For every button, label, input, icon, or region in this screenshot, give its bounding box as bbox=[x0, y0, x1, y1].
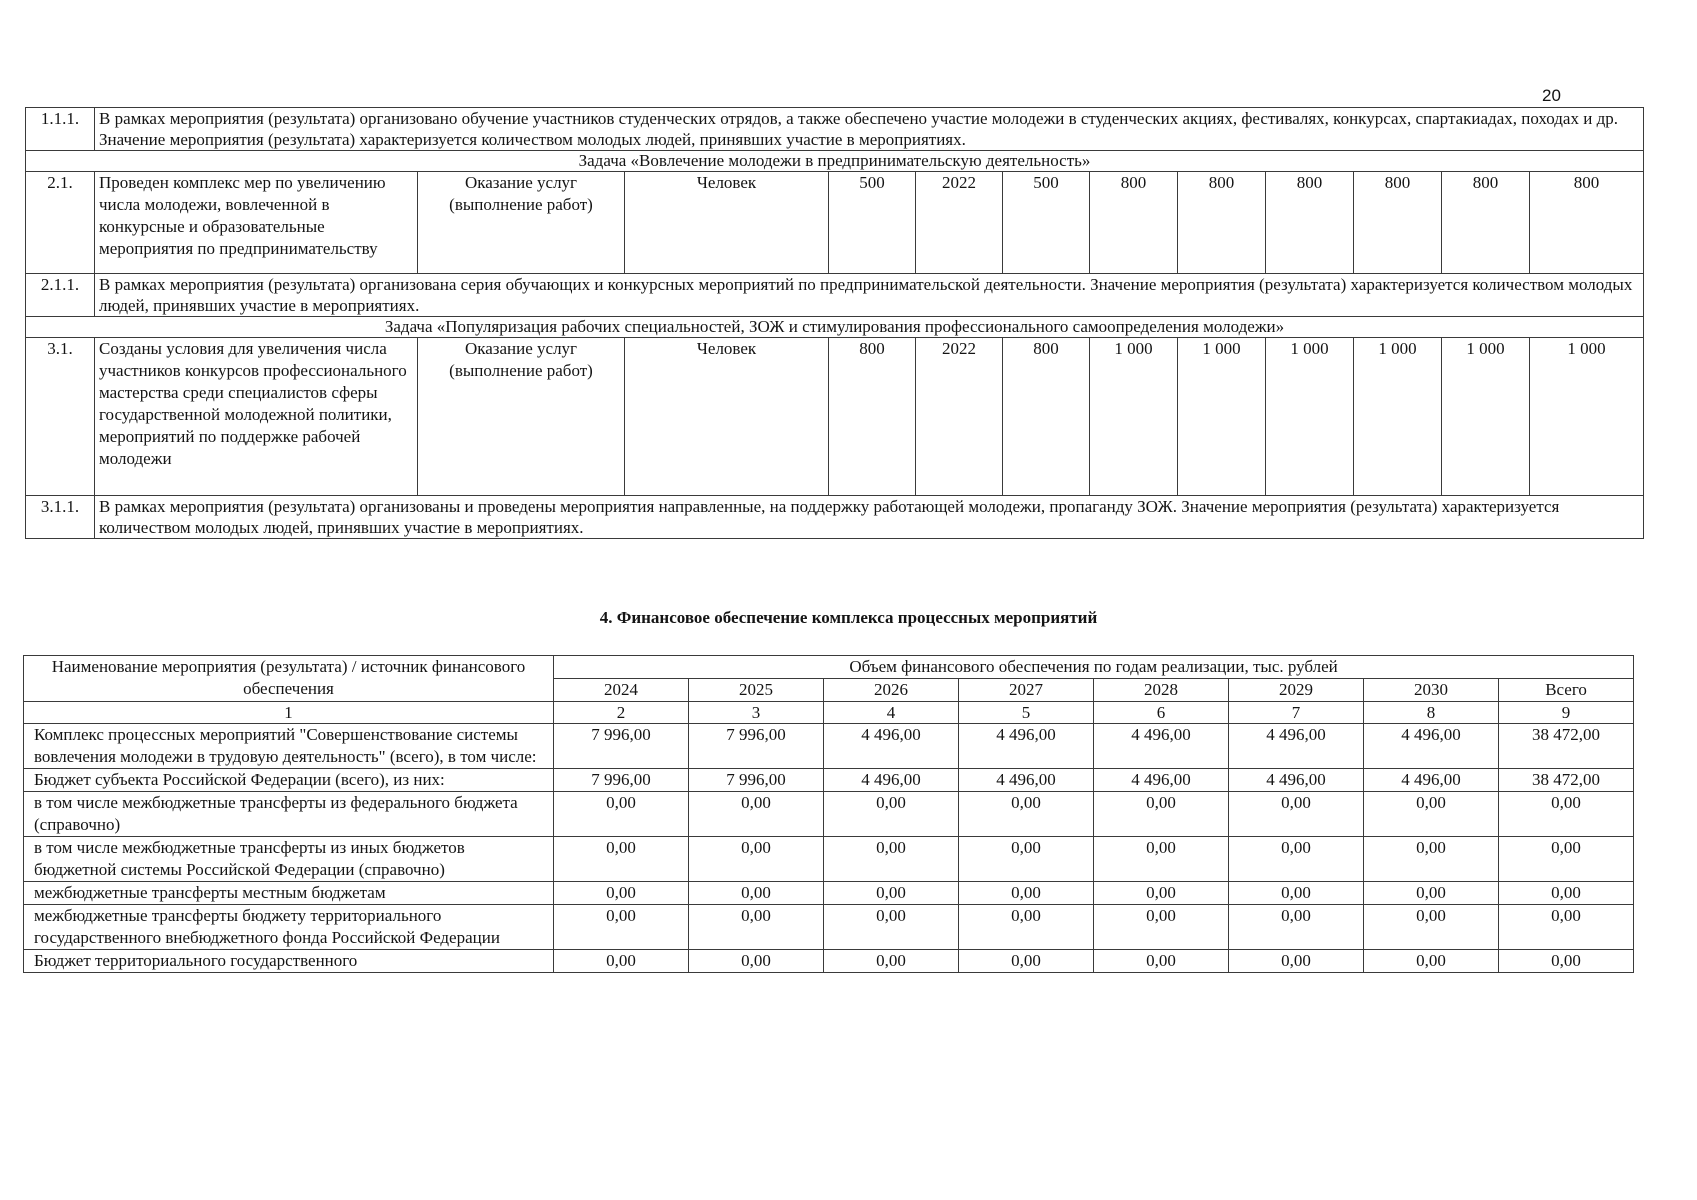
year-header: 2029 bbox=[1229, 679, 1364, 702]
amount-cell: 4 496,00 bbox=[824, 769, 959, 792]
total-cell: 38 472,00 bbox=[1499, 769, 1634, 792]
result-description: В рамках мероприятия (результата) организованы и проведены мероприятия направленные, на поддержку работающей молодежи, пропаганду ЗОЖ. Значение мероприятия (результата) характеризуется количеством молодых людей, принявших участие в мероприятиях. bbox=[95, 496, 1644, 539]
amount-cell: 0,00 bbox=[824, 950, 959, 973]
amount-cell: 0,00 bbox=[554, 950, 689, 973]
row-number: 2.1.1. bbox=[26, 274, 95, 317]
base-value: 500 bbox=[829, 172, 916, 274]
year-value: 1 000 bbox=[1354, 338, 1442, 496]
source-name: в том числе межбюджетные трансферты из иных бюджетов бюджетной системы Российской Федерации (справочно) bbox=[24, 837, 554, 882]
amount-cell: 0,00 bbox=[959, 837, 1094, 882]
year-header: 2027 bbox=[959, 679, 1094, 702]
amount-cell: 0,00 bbox=[1364, 882, 1499, 905]
amount-cell: 0,00 bbox=[1364, 837, 1499, 882]
amount-cell: 4 496,00 bbox=[824, 724, 959, 769]
total-cell: 0,00 bbox=[1499, 882, 1634, 905]
source-name: межбюджетные трансферты местным бюджетам bbox=[24, 882, 554, 905]
header-row bbox=[24, 656, 1634, 679]
amount-cell: 0,00 bbox=[1094, 882, 1229, 905]
amount-cell: 0,00 bbox=[1094, 837, 1229, 882]
amount-cell: 0,00 bbox=[689, 950, 824, 973]
total-cell: 0,00 bbox=[1499, 792, 1634, 837]
amount-cell: 0,00 bbox=[959, 950, 1094, 973]
amount-cell: 4 496,00 bbox=[1364, 724, 1499, 769]
year-value: 500 bbox=[1003, 172, 1090, 274]
finance-row bbox=[24, 905, 1634, 950]
measure-type: Оказание услуг (выполнение работ) bbox=[418, 172, 625, 274]
task-title: Задача «Вовлечение молодежи в предпринимательскую деятельность» bbox=[26, 151, 1644, 172]
base-year: 2022 bbox=[916, 172, 1003, 274]
total-cell: 0,00 bbox=[1499, 950, 1634, 973]
amount-cell: 7 996,00 bbox=[554, 724, 689, 769]
column-index: 3 bbox=[689, 702, 824, 724]
result-description: В рамках мероприятия (результата) организовано обучение участников студенческих отрядов, а также обеспечено участие молодежи в студенческих акциях, фестивалях, конкурсах, спартакиадах, походах и др. Значение мероприятия (результата) характеризуется количеством молодых людей, принявших участие в мероприятиях. bbox=[95, 108, 1644, 151]
total-header: Всего bbox=[1499, 679, 1634, 702]
finance-row bbox=[24, 724, 1634, 769]
amount-cell: 4 496,00 bbox=[1094, 769, 1229, 792]
measure-type: Оказание услуг (выполнение работ) bbox=[418, 338, 625, 496]
amount-cell: 7 996,00 bbox=[554, 769, 689, 792]
total-cell: 0,00 bbox=[1499, 905, 1634, 950]
total-cell: 38 472,00 bbox=[1499, 724, 1634, 769]
column-index: 6 bbox=[1094, 702, 1229, 724]
amount-cell: 4 496,00 bbox=[1229, 724, 1364, 769]
row-number: 2.1. bbox=[26, 172, 95, 274]
row-number: 3.1.1. bbox=[26, 496, 95, 539]
year-value: 1 000 bbox=[1530, 338, 1644, 496]
base-year: 2022 bbox=[916, 338, 1003, 496]
year-value: 1 000 bbox=[1090, 338, 1178, 496]
amount-cell: 0,00 bbox=[824, 905, 959, 950]
amount-cell: 4 496,00 bbox=[1094, 724, 1229, 769]
year-header: 2024 bbox=[554, 679, 689, 702]
year-value: 800 bbox=[1530, 172, 1644, 274]
source-name: Бюджет территориального государственного bbox=[24, 950, 554, 973]
amount-cell: 4 496,00 bbox=[1364, 769, 1499, 792]
table-row bbox=[26, 274, 1644, 317]
header-volume: Объем финансового обеспечения по годам реализации, тыс. рублей bbox=[554, 656, 1634, 679]
table-row bbox=[26, 496, 1644, 539]
column-index: 1 bbox=[24, 702, 554, 724]
year-value: 800 bbox=[1266, 172, 1354, 274]
task-row bbox=[26, 317, 1644, 338]
source-name: Комплекс процессных мероприятий "Совершенствование системы вовлечения молодежи в трудовую деятельность" (всего), в том числе: bbox=[24, 724, 554, 769]
amount-cell: 0,00 bbox=[959, 792, 1094, 837]
source-name: в том числе межбюджетные трансферты из федерального бюджета (справочно) bbox=[24, 792, 554, 837]
year-value: 800 bbox=[1090, 172, 1178, 274]
amount-cell: 4 496,00 bbox=[959, 724, 1094, 769]
measure-name: Проведен комплекс мер по увеличению числа молодежи, вовлеченной в конкурсные и образовательные мероприятия по предпринимательству bbox=[95, 172, 418, 274]
amount-cell: 0,00 bbox=[1094, 950, 1229, 973]
amount-cell: 0,00 bbox=[1364, 950, 1499, 973]
row-number: 1.1.1. bbox=[26, 108, 95, 151]
task-row bbox=[26, 151, 1644, 172]
measure-name: Созданы условия для увеличения числа участников конкурсов профессионального мастерства среди специалистов сферы государственной молодежной политики, мероприятий по поддержке рабочей молодежи bbox=[95, 338, 418, 496]
amount-cell: 0,00 bbox=[1229, 905, 1364, 950]
amount-cell: 0,00 bbox=[824, 792, 959, 837]
amount-cell: 0,00 bbox=[689, 905, 824, 950]
year-value: 1 000 bbox=[1178, 338, 1266, 496]
amount-cell: 0,00 bbox=[959, 882, 1094, 905]
column-index: 2 bbox=[554, 702, 689, 724]
amount-cell: 0,00 bbox=[959, 905, 1094, 950]
year-value: 800 bbox=[1442, 172, 1530, 274]
year-header: 2025 bbox=[689, 679, 824, 702]
page-number: 20 bbox=[1542, 86, 1561, 105]
column-index: 8 bbox=[1364, 702, 1499, 724]
indicators-table bbox=[25, 107, 1644, 539]
amount-cell: 0,00 bbox=[1094, 905, 1229, 950]
column-index: 5 bbox=[959, 702, 1094, 724]
year-value: 1 000 bbox=[1266, 338, 1354, 496]
amount-cell: 0,00 bbox=[554, 792, 689, 837]
header-name: Наименование мероприятия (результата) / источник финансового обеспечения bbox=[24, 656, 554, 702]
year-value: 800 bbox=[1354, 172, 1442, 274]
amount-cell: 0,00 bbox=[1229, 837, 1364, 882]
year-value: 800 bbox=[1178, 172, 1266, 274]
year-header: 2026 bbox=[824, 679, 959, 702]
amount-cell: 4 496,00 bbox=[959, 769, 1094, 792]
year-header: 2028 bbox=[1094, 679, 1229, 702]
amount-cell: 0,00 bbox=[689, 837, 824, 882]
measure-unit: Человек bbox=[625, 172, 829, 274]
amount-cell: 0,00 bbox=[689, 882, 824, 905]
amount-cell: 0,00 bbox=[1364, 792, 1499, 837]
year-value: 800 bbox=[1003, 338, 1090, 496]
finance-row bbox=[24, 950, 1634, 973]
finance-row bbox=[24, 792, 1634, 837]
finance-row bbox=[24, 882, 1634, 905]
amount-cell: 7 996,00 bbox=[689, 769, 824, 792]
amount-cell: 0,00 bbox=[689, 792, 824, 837]
task-title: Задача «Популяризация рабочих специальностей, ЗОЖ и стимулирования профессионального самоопределения молодежи» bbox=[26, 317, 1644, 338]
source-name: Бюджет субъекта Российской Федерации (всего), из них: bbox=[24, 769, 554, 792]
amount-cell: 0,00 bbox=[1229, 950, 1364, 973]
column-index: 7 bbox=[1229, 702, 1364, 724]
amount-cell: 0,00 bbox=[554, 837, 689, 882]
amount-cell: 0,00 bbox=[554, 882, 689, 905]
table-row bbox=[26, 172, 1644, 274]
amount-cell: 4 496,00 bbox=[1229, 769, 1364, 792]
result-description: В рамках мероприятия (результата) организована серия обучающих и конкурсных мероприятий по предпринимательской деятельности. Значение мероприятия (результата) характеризуется количеством молодых людей, принявших участие в мероприятиях. bbox=[95, 274, 1644, 317]
source-name: межбюджетные трансферты бюджету территориального государственного внебюджетного фонда Российской Федерации bbox=[24, 905, 554, 950]
finance-row bbox=[24, 837, 1634, 882]
table-row bbox=[26, 108, 1644, 151]
year-header: 2030 bbox=[1364, 679, 1499, 702]
amount-cell: 0,00 bbox=[1229, 792, 1364, 837]
row-number: 3.1. bbox=[26, 338, 95, 496]
section-title: 4. Финансовое обеспечение комплекса процессных мероприятий bbox=[599, 608, 1098, 627]
amount-cell: 0,00 bbox=[1094, 792, 1229, 837]
column-index: 4 bbox=[824, 702, 959, 724]
amount-cell: 0,00 bbox=[1229, 882, 1364, 905]
column-index-row bbox=[24, 702, 1634, 724]
amount-cell: 0,00 bbox=[824, 837, 959, 882]
measure-unit: Человек bbox=[625, 338, 829, 496]
finance-table bbox=[23, 655, 1634, 973]
amount-cell: 0,00 bbox=[1364, 905, 1499, 950]
table-row bbox=[26, 338, 1644, 496]
amount-cell: 7 996,00 bbox=[689, 724, 824, 769]
year-value: 1 000 bbox=[1442, 338, 1530, 496]
base-value: 800 bbox=[829, 338, 916, 496]
finance-row bbox=[24, 769, 1634, 792]
total-cell: 0,00 bbox=[1499, 837, 1634, 882]
amount-cell: 0,00 bbox=[824, 882, 959, 905]
column-index: 9 bbox=[1499, 702, 1634, 724]
amount-cell: 0,00 bbox=[554, 905, 689, 950]
